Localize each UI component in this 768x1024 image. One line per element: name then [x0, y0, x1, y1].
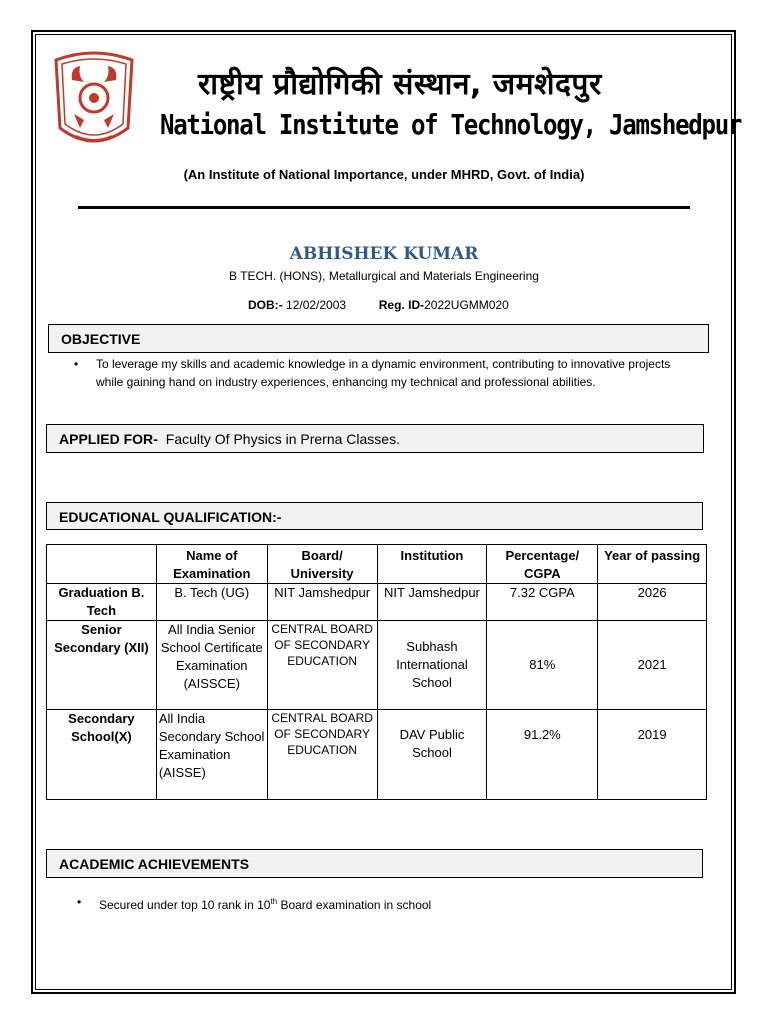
education-heading: EDUCATIONAL QUALIFICATION:- [46, 502, 703, 530]
row-board: NIT Jamshedpur [267, 584, 377, 621]
col-header: Year of passing [598, 545, 707, 584]
achievement-text-suffix: Board examination in school [277, 898, 432, 912]
table-row [47, 710, 707, 800]
row-level: Secondary School(X) [47, 710, 157, 800]
applied-for-label: APPLIED FOR- [59, 431, 158, 447]
institute-hindi-title: राष्ट्रीय प्रौद्योगिकी संस्थान, जमशेदपुर [198, 67, 602, 102]
objective-item [74, 355, 696, 391]
row-score: 81% [487, 621, 598, 710]
dob-value: 12/02/2003 [286, 298, 347, 312]
candidate-degree: B TECH. (HONS), Metallurgical and Materials Engineering [229, 269, 539, 283]
row-institution: Subhash International School [377, 621, 487, 710]
row-institution: DAV Public School [377, 710, 487, 800]
row-institution: NIT Jamshedpur [377, 584, 487, 621]
row-year: 2026 [598, 584, 707, 621]
reg-label: Reg. ID- [378, 298, 425, 312]
header-divider [78, 206, 690, 209]
row-exam: All India Secondary School Examination (AISSE) [156, 710, 267, 800]
row-exam: All India Senior School Certificate Examination (AISSCE) [156, 621, 267, 710]
col-header: Board/ University [267, 545, 377, 584]
col-header: Name of Examination [156, 545, 267, 584]
row-level: Senior Secondary (XII) [47, 621, 157, 710]
nit-logo [52, 50, 136, 154]
achievement-text-sup: th [270, 897, 278, 906]
table-header-row [47, 545, 707, 584]
row-year: 2019 [598, 710, 707, 800]
reg-value: 2022UGMM020 [424, 298, 509, 312]
row-score: 91.2% [487, 710, 598, 800]
institute-english-title: National Institute of Technology, Jamshedpur [160, 108, 742, 141]
row-year: 2021 [598, 621, 707, 710]
row-level: Graduation B. Tech [47, 584, 157, 621]
objective-text: To leverage my skills and academic knowledge in a dynamic environment, contributing to innovative projects while gaining hand on industry experiences, enhancing my technical and professional abilities. [96, 357, 671, 389]
row-score: 7.32 CGPA [487, 584, 598, 621]
table-row [47, 621, 707, 710]
row-exam: B. Tech (UG) [156, 584, 267, 621]
dob-reg-line [248, 298, 509, 312]
bullet-icon: • [77, 895, 82, 909]
col-header: Institution [377, 545, 487, 584]
applied-for-box [46, 424, 704, 453]
objective-heading: OBJECTIVE [48, 324, 709, 353]
applied-for-value: Faculty Of Physics in Prerna Classes. [165, 431, 400, 447]
achievements-heading: ACADEMIC ACHIEVEMENTS [46, 849, 703, 878]
row-board: CENTRAL BOARD OF SECONDARY EDUCATION [267, 710, 377, 800]
candidate-name: ABHISHEK KUMAR [289, 244, 479, 264]
row-board: CENTRAL BOARD OF SECONDARY EDUCATION [267, 621, 377, 710]
education-table [46, 544, 707, 800]
achievement-item [77, 893, 699, 914]
achievement-text-prefix: Secured under top 10 rank in 10 [99, 898, 271, 912]
bullet-icon: • [74, 357, 79, 371]
table-row [47, 584, 707, 621]
dob-label: DOB:- [248, 298, 283, 312]
col-header: Percentage/ CGPA [487, 545, 598, 584]
institute-subtitle: (An Institute of National Importance, under MHRD, Govt. of India) [183, 167, 585, 182]
col-header [47, 545, 157, 584]
